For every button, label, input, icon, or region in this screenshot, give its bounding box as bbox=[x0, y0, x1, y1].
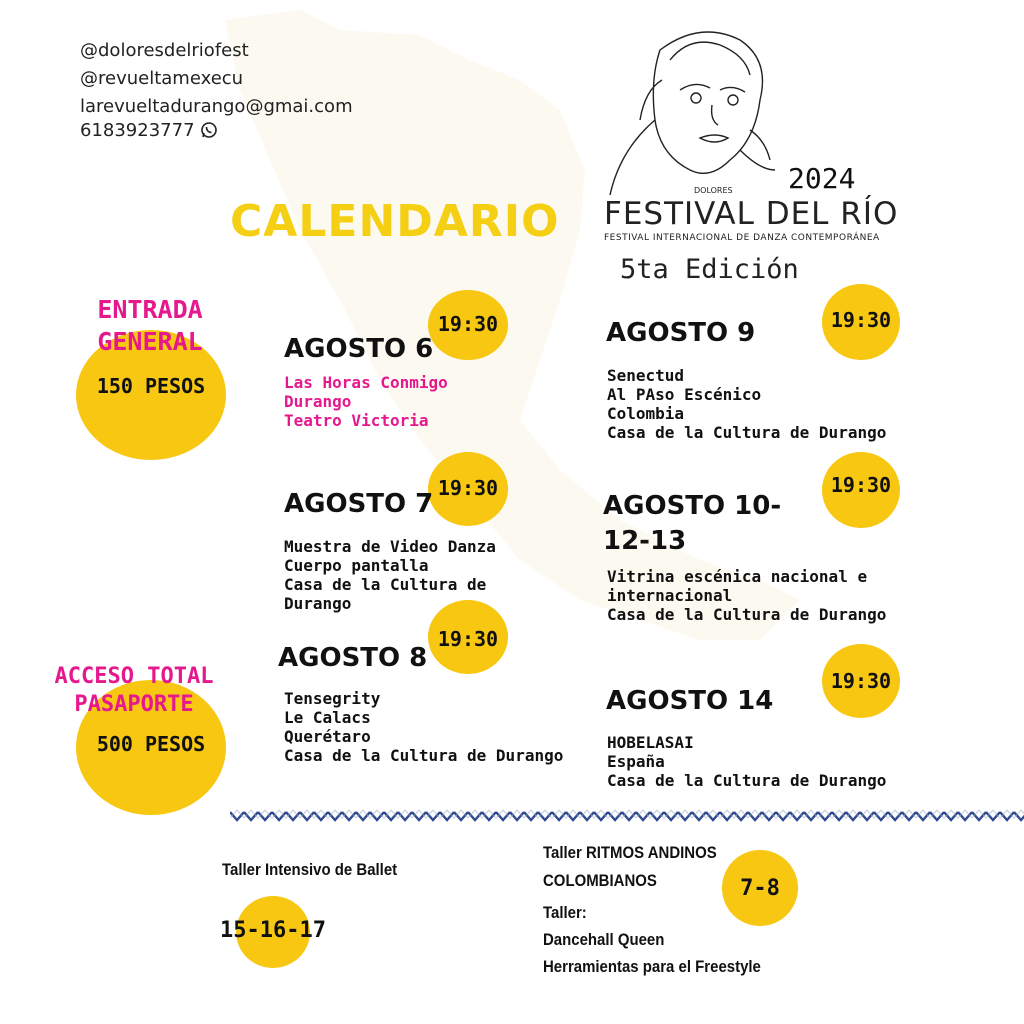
event-details bbox=[284, 373, 448, 430]
event-line: Vitrina escénica nacional e bbox=[607, 567, 868, 586]
event-line: Teatro Victoria bbox=[284, 411, 429, 430]
general-heading-1: ENTRADA bbox=[97, 295, 203, 324]
event-line: Al PAso Escénico bbox=[607, 385, 762, 404]
event-line: Casa de la Cultura de Durango bbox=[284, 746, 564, 765]
pass-heading-1: ACCESO TOTAL bbox=[54, 664, 214, 689]
event-line: Casa de la Cultura de Durango bbox=[607, 605, 887, 624]
logo-festival-title: FESTIVAL DEL RÍO bbox=[604, 196, 899, 232]
logo-subtitle: FESTIVAL INTERNACIONAL DE DANZA CONTEMPORÁNEA bbox=[604, 233, 880, 243]
whatsapp-icon bbox=[200, 121, 218, 139]
event-date-line2: 12-13 bbox=[603, 526, 687, 556]
event-date: AGOSTO 14 bbox=[606, 686, 774, 716]
pass-heading-2: PASAPORTE bbox=[74, 692, 194, 717]
workshop-andinos-title-1: Taller RITMOS ANDINOS bbox=[543, 843, 717, 862]
general-heading-2: GENERAL bbox=[97, 327, 203, 356]
workshop-taller-label: Taller: bbox=[543, 903, 587, 922]
event-line: Las Horas Conmigo bbox=[284, 373, 448, 392]
email-address: larevueltadurango@gmai.com bbox=[80, 96, 353, 117]
event-line: Le Calacs bbox=[284, 708, 371, 727]
logo-edition: 5ta Edición bbox=[620, 254, 799, 285]
event-line: Durango bbox=[284, 594, 352, 613]
pass-price: 500 PESOS bbox=[96, 732, 206, 756]
event-line: Querétaro bbox=[284, 727, 371, 746]
event-time: 19:30 bbox=[830, 669, 892, 693]
zigzag-divider bbox=[230, 806, 1024, 826]
event-time: 19:30 bbox=[437, 476, 499, 500]
general-price: 150 PESOS bbox=[96, 374, 206, 398]
event-details bbox=[607, 733, 886, 790]
event-time: 19:30 bbox=[437, 627, 499, 651]
event-date: AGOSTO 9 bbox=[606, 318, 756, 348]
andinos-dates: 7-8 bbox=[740, 876, 780, 901]
event-line: España bbox=[607, 752, 665, 771]
event-details bbox=[284, 689, 563, 765]
logo-dolores: DOLORES bbox=[694, 186, 733, 195]
event-date: AGOSTO 6 bbox=[284, 334, 434, 364]
event-date-line1: AGOSTO 10- bbox=[603, 491, 782, 521]
workshop-freestyle: Herramientas para el Freestyle bbox=[543, 957, 761, 976]
event-line: Colombia bbox=[607, 404, 685, 423]
phone-number bbox=[80, 120, 218, 141]
phone-text: 6183923777 bbox=[80, 120, 195, 141]
calendar-title: CALENDARIO bbox=[230, 196, 560, 247]
woman-face-illustration bbox=[600, 20, 800, 200]
event-line: Casa de la Cultura de Durango bbox=[607, 423, 887, 442]
event-date: AGOSTO 8 bbox=[278, 643, 428, 673]
workshop-andinos-title-2: COLOMBIANOS bbox=[543, 871, 657, 890]
workshop-dancehall: Dancehall Queen bbox=[543, 930, 665, 949]
event-line: Casa de la Cultura de Durango bbox=[607, 771, 887, 790]
event-line: Tensegrity bbox=[284, 689, 381, 708]
event-line: Casa de la Cultura de bbox=[284, 575, 487, 594]
instagram-handle-1: @doloresdelriofest bbox=[80, 40, 249, 61]
event-details bbox=[607, 567, 886, 624]
event-line: Durango bbox=[284, 392, 352, 411]
event-line: Cuerpo pantalla bbox=[284, 556, 429, 575]
event-line: Muestra de Video Danza bbox=[284, 537, 496, 556]
event-time: 19:30 bbox=[830, 308, 892, 332]
event-line: Senectud bbox=[607, 366, 685, 385]
instagram-handle-2: @revueltamexecu bbox=[80, 68, 244, 89]
ballet-dates: 15-16-17 bbox=[220, 918, 326, 943]
event-time: 19:30 bbox=[830, 473, 892, 497]
event-line: HOBELASAI bbox=[607, 733, 694, 752]
workshop-ballet-title: Taller Intensivo de Ballet bbox=[222, 860, 398, 879]
event-time: 19:30 bbox=[437, 312, 499, 336]
logo-year: 2024 bbox=[788, 162, 856, 195]
event-line: internacional bbox=[607, 586, 733, 605]
event-date: AGOSTO 7 bbox=[284, 489, 434, 519]
event-details bbox=[607, 366, 886, 442]
